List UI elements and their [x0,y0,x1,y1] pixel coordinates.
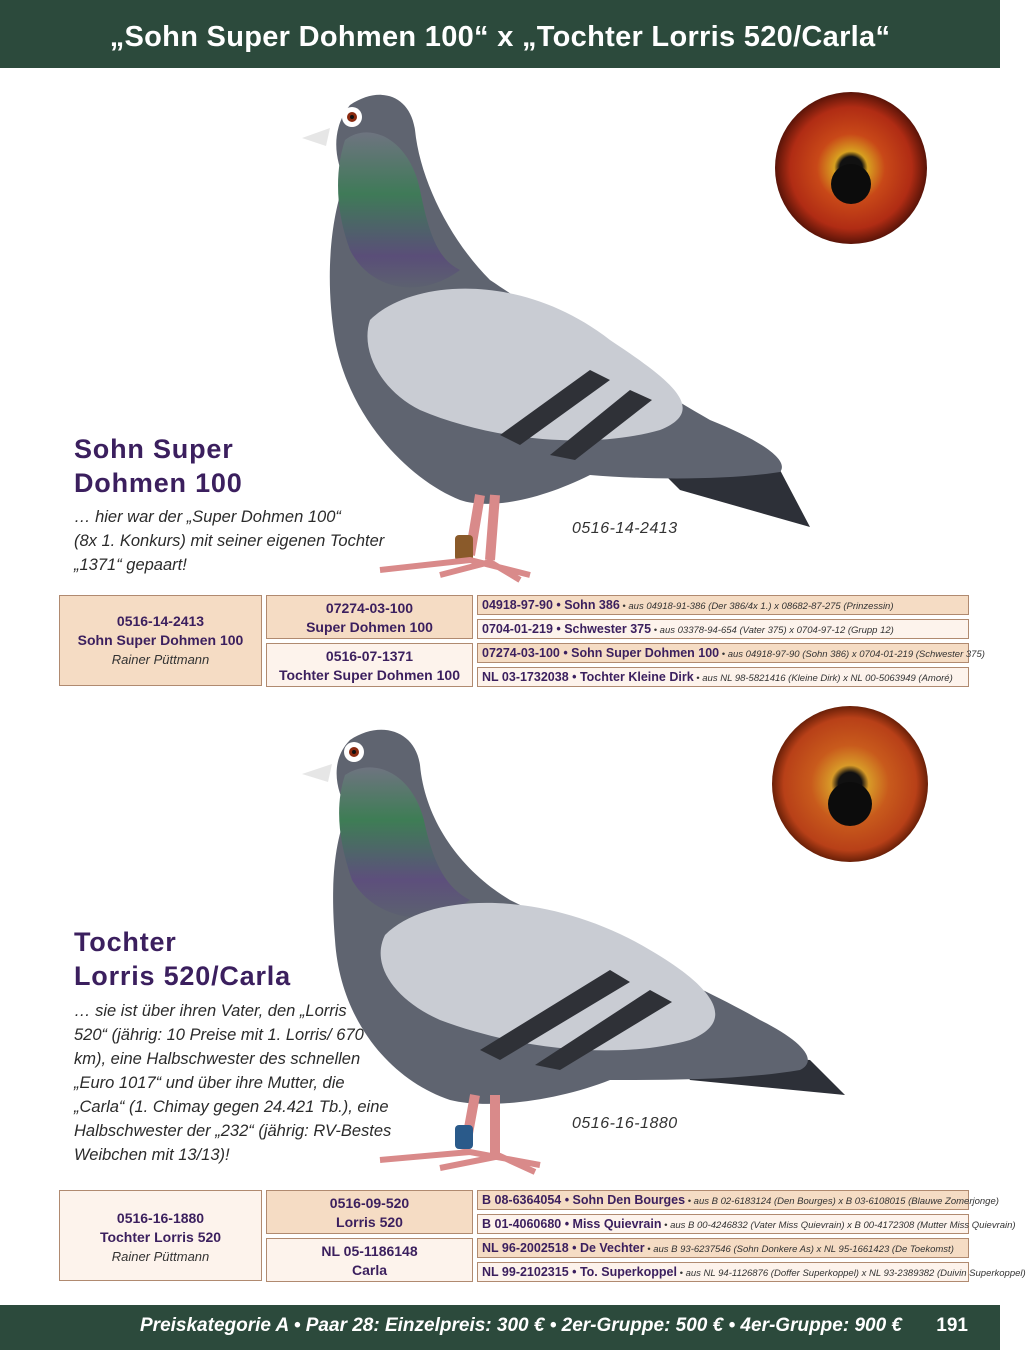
eye-photo-1 [773,90,929,246]
grandparent-sub: • aus 03378-94-654 (Vater 375) x 0704-97-12 (Grupp 12) [651,625,894,636]
pigeon1-grandparent-row [477,595,969,615]
pedigree-name: Carla [351,1262,388,1278]
pigeon2-desc-line: „Euro 1017“ und über ihre Mutter, die [74,1074,345,1092]
grandparent-sub: • aus 04918-97-90 (Sohn 386) x 0704-01-219 (Schwester 375) [719,649,985,660]
pigeon2-grandparent-row [477,1214,1016,1234]
pigeon2-ring-label: 0516-16-1880 [572,1115,678,1132]
pedigree-name: Lorris 520 [336,1214,403,1230]
pedigree-ring: NL 05-1186148 [321,1243,418,1259]
eye-photo-2 [770,704,930,864]
pigeon2-name [74,925,394,993]
pigeon2-desc-line: Weibchen mit 13/13)! [74,1146,230,1164]
page-footer-bar [0,1305,1000,1350]
pigeon2-name-line1: Tochter [74,927,177,957]
pedigree-ring: 0516-16-1880 [116,1210,205,1226]
pigeon1-grandparent-row [477,667,969,687]
pigeon2-name-line2: Lorris 520/Carla [74,961,291,991]
pigeon2-desc-line: … sie ist über ihren Vater, den „Lorris [74,1002,347,1020]
pigeon2-desc-line: km), eine Halbschwester des schnellen [74,1050,361,1068]
grandparent-main: 04918-97-90 • Sohn 386 [482,598,620,612]
pigeon1-pedigree-dam [266,643,473,687]
pigeon2-pedigree-dam [266,1238,473,1282]
pigeon2-grandparent-row [477,1238,969,1258]
grandparent-sub: • aus NL 94-1126876 (Doffer Superkoppel) x NL 93-2389382 (Duivin Superkoppel) [676,1268,1026,1279]
pedigree-ring: 07274-03-100 [325,600,414,616]
grandparent-sub: • aus 04918-91-386 (Der 386/4x 1.) x 08682-87-275 (Prinzessin) [619,601,894,612]
pigeon1-pedigree-sire [266,595,473,639]
pigeon1-desc-line: „1371“ gepaart! [74,556,187,574]
pedigree-owner: Rainer Püttmann [111,1249,210,1264]
price-info: Preiskategorie A • Paar 28: Einzelpreis: 300 € • 2er-Gruppe: 500 € • 4er-Gruppe: 900 € [140,1315,902,1336]
pigeon1-name-line2: Dohmen 100 [74,468,243,498]
grandparent-main: NL 03-1732038 • Tochter Kleine Dirk [482,670,694,684]
pigeon2-pedigree-sire [266,1190,473,1234]
pigeon2-pedigree-main [59,1190,262,1281]
pedigree-name: Tochter Lorris 520 [99,1229,222,1245]
pigeon2-grandparent-row [477,1190,999,1210]
grandparent-main: NL 99-2102315 • To. Superkoppel [482,1265,677,1279]
pedigree-name: Tochter Super Dohmen 100 [278,667,460,683]
pigeon2-desc-line: Halbschwester der „232“ (jährig: RV-Bestes [74,1122,392,1140]
grandparent-main: 0704-01-219 • Schwester 375 [482,622,652,636]
pedigree-ring: 0516-14-2413 [116,613,205,629]
pigeon1-grandparent-row [477,619,969,639]
pigeon2-desc-line: 520“ (jährig: 10 Preise mit 1. Lorris/ 670 [74,1026,364,1044]
grandparent-sub: • aus B 00-4246832 (Vater Miss Quievrain) x B 00-4172308 (Mutter Miss Quievrain) [661,1220,1016,1231]
page-number: 191 [936,1315,968,1336]
pigeon1-desc-line: (8x 1. Konkurs) mit seiner eigenen Tochter [74,532,385,550]
pigeon1-pedigree-main [59,595,262,686]
pigeon2-description [74,999,414,1167]
pigeon2-grandparent-row [477,1262,1026,1282]
grandparent-main: B 08-6364054 • Sohn Den Bourges [482,1193,686,1207]
grandparent-sub: • aus B 93-6237546 (Sohn Donkere As) x NL 95-1661423 (De Toekomst) [644,1244,954,1255]
pigeon1-description [74,505,434,577]
grandparent-main: 07274-03-100 • Sohn Super Dohmen 100 [482,646,720,660]
pigeon2-desc-line: „Carla“ (1. Chimay gegen 24.421 Tb.), eine [74,1098,389,1116]
pigeon1-ring-label: 0516-14-2413 [572,520,678,537]
pigeon1-name-line1: Sohn Super [74,434,234,464]
pedigree-owner: Rainer Püttmann [111,652,210,667]
pedigree-ring: 0516-09-520 [329,1195,410,1211]
pedigree-ring: 0516-07-1371 [325,648,414,664]
pigeon1-name [74,432,394,500]
page-header-bar [0,0,1000,68]
pigeon1-desc-line: … hier war der „Super Dohmen 100“ [74,508,341,526]
grandparent-main: B 01-4060680 • Miss Quievrain [482,1217,662,1231]
pigeon1-grandparent-row [477,643,985,663]
grandparent-sub: • aus NL 98-5821416 (Kleine Dirk) x NL 00-5063949 (Amoré) [693,673,953,684]
pedigree-name: Super Dohmen 100 [306,619,433,635]
pedigree-name: Sohn Super Dohmen 100 [77,632,244,648]
grandparent-sub: • aus B 02-6183124 (Den Bourges) x B 03-6108015 (Blauwe Zomerjonge) [685,1196,999,1207]
grandparent-main: NL 96-2002518 • De Vechter [482,1241,645,1255]
page-title: „Sohn Super Dohmen 100“ x „Tochter Lorris 520/Carla“ [109,21,891,53]
